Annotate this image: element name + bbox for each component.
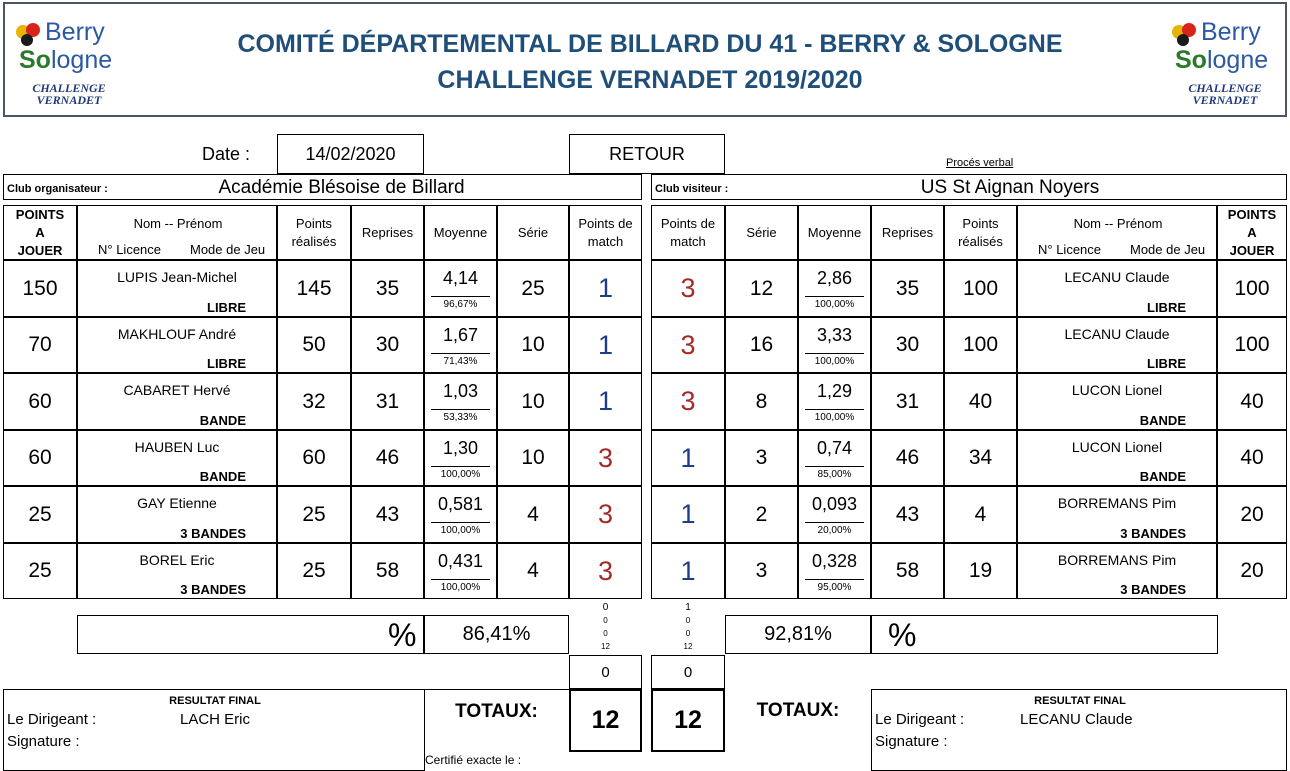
home-points-match: 1 (569, 373, 642, 430)
away-serie: 16 (725, 317, 798, 373)
away-points-realises: 4 (944, 486, 1017, 543)
moyenne-value: 2,86 (805, 261, 864, 297)
home-pct-value: 86,41% (424, 615, 569, 654)
away-player-cell (1017, 486, 1217, 543)
home-col-points-realises: Points réalisés (277, 205, 351, 260)
player-name: BORREMANS Pim (1057, 552, 1177, 568)
home-moyenne-cell (424, 430, 497, 486)
player-name: CABARET Hervé (123, 382, 231, 398)
home-points-match: 1 (569, 260, 642, 317)
moyenne-pct: 53,33% (443, 412, 478, 423)
away-moyenne-cell (798, 486, 871, 543)
moyenne-pct: 100,00% (814, 412, 855, 423)
home-dirigeant-name: LACH Eric (180, 711, 251, 728)
home-player-cell (77, 486, 277, 543)
moyenne-value: 4,14 (431, 261, 490, 297)
away-serie: 3 (725, 430, 798, 486)
away-points-a-jouer: 100 (1217, 317, 1287, 373)
home-col-points-match: Points de match (569, 205, 642, 260)
moyenne-value: 1,29 (805, 374, 864, 410)
round-field[interactable]: RETOUR (569, 134, 725, 174)
moyenne-value: 0,431 (431, 544, 490, 580)
away-player-cell (1017, 260, 1217, 317)
game-mode: LIBRE (1147, 300, 1186, 315)
away-col-points-a-jouer: POINTS A JOUER (1217, 205, 1287, 260)
home-points-realises: 60 (277, 430, 351, 486)
home-serie: 10 (497, 317, 569, 373)
home-moyenne-cell (424, 373, 497, 430)
player-name: LUCON Lionel (1071, 439, 1163, 455)
away-totaux-box (725, 689, 871, 771)
away-total: 12 (651, 689, 725, 752)
away-player-cell (1017, 430, 1217, 486)
away-moyenne-cell (798, 317, 871, 373)
player-name: BOREL Eric (139, 552, 215, 568)
home-player-cell (77, 373, 277, 430)
home-reprises: 46 (351, 430, 424, 486)
home-club-label: Club organisateur : (7, 183, 108, 195)
away-reprises: 58 (871, 543, 944, 599)
home-resultat-final: RESULTAT FINAL (169, 695, 261, 707)
home-signature-label: Signature : (7, 733, 80, 750)
home-reprises: 30 (351, 317, 424, 373)
home-points-match: 3 (569, 486, 642, 543)
home-serie: 10 (497, 430, 569, 486)
away-signature-label: Signature : (875, 733, 948, 750)
away-serie: 2 (725, 486, 798, 543)
player-name: LECANU Claude (1064, 326, 1170, 342)
home-points-match: 3 (569, 543, 642, 599)
home-points-a-jouer: 25 (3, 543, 77, 599)
home-reprises: 35 (351, 260, 424, 317)
game-mode: 3 BANDES (1120, 582, 1186, 597)
moyenne-pct: 100,00% (440, 582, 481, 593)
moyenne-value: 1,67 (431, 318, 490, 354)
away-player-cell (1017, 373, 1217, 430)
away-points-a-jouer: 100 (1217, 260, 1287, 317)
away-points-match: 1 (651, 543, 725, 599)
home-mini-values: 0 0 0 12 (601, 602, 610, 651)
away-points-realises: 34 (944, 430, 1017, 486)
logo-tag: CHALLENGE VERNADET (32, 81, 106, 107)
logo-sologne: Sologne (19, 46, 113, 74)
moyenne-value: 0,093 (805, 487, 864, 523)
away-points-match: 3 (651, 317, 725, 373)
away-club-label: Club visiteur : (655, 183, 729, 195)
away-club-name: US St Aignan Noyers (920, 177, 1100, 198)
home-serie: 10 (497, 373, 569, 430)
away-mini-values: 1 0 0 12 (683, 602, 693, 651)
home-totaux-box (424, 689, 569, 771)
home-points-a-jouer: 60 (3, 430, 77, 486)
game-mode: 3 BANDES (180, 526, 246, 541)
away-points-a-jouer: 20 (1217, 486, 1287, 543)
away-col-points-realises: Points réalisés (944, 205, 1017, 260)
moyenne-pct: 96,67% (443, 299, 478, 310)
home-points-match: 3 (569, 430, 642, 486)
home-zero: 0 (569, 655, 642, 689)
player-name: GAY Etienne (137, 495, 217, 511)
home-points-a-jouer: 70 (3, 317, 77, 373)
home-serie: 4 (497, 486, 569, 543)
away-points-realises: 40 (944, 373, 1017, 430)
away-zero: 0 (651, 655, 725, 689)
away-moyenne-cell (798, 260, 871, 317)
away-points-match: 1 (651, 486, 725, 543)
away-points-a-jouer: 20 (1217, 543, 1287, 599)
away-player-cell (1017, 317, 1217, 373)
home-moyenne-cell (424, 543, 497, 599)
moyenne-value: 0,74 (805, 431, 864, 467)
home-points-match: 1 (569, 317, 642, 373)
home-points-a-jouer: 60 (3, 373, 77, 430)
game-mode: BANDE (199, 469, 246, 484)
away-moyenne-cell (798, 543, 871, 599)
away-col-nom: Nom -- Prénom N° Licence Mode de Jeu (1017, 205, 1217, 260)
game-mode: 3 BANDES (180, 582, 246, 597)
moyenne-pct: 100,00% (814, 356, 855, 367)
away-col-points-match: Points de match (651, 205, 725, 260)
moyenne-pct: 100,00% (440, 525, 481, 536)
moyenne-pct: 100,00% (814, 299, 855, 310)
moyenne-pct: 95,00% (817, 582, 852, 593)
logo-berry: Berry (1201, 18, 1261, 46)
game-mode: BANDE (1139, 469, 1186, 484)
certifie-label: Certifié exacte le : (425, 753, 522, 767)
game-mode: LIBRE (207, 300, 246, 315)
moyenne-pct: 100,00% (440, 469, 481, 480)
away-totaux-label: TOTAUX: (756, 700, 840, 721)
away-pct-box (871, 615, 1218, 654)
moyenne-value: 1,03 (431, 374, 490, 410)
player-name: MAKHLOUF André (117, 326, 237, 342)
game-mode: BANDE (199, 413, 246, 428)
logo-right (1165, 14, 1285, 114)
home-points-a-jouer: 25 (3, 486, 77, 543)
proces-verbal-link[interactable]: Procés verbal (946, 157, 1014, 169)
home-moyenne-cell (424, 260, 497, 317)
home-player-cell (77, 260, 277, 317)
moyenne-pct: 71,43% (443, 356, 478, 367)
away-points-realises: 100 (944, 260, 1017, 317)
away-points-a-jouer: 40 (1217, 373, 1287, 430)
away-col-reprises: Reprises (871, 205, 944, 260)
logo-sologne: Sologne (1175, 46, 1269, 74)
game-mode: 3 BANDES (1120, 526, 1186, 541)
home-points-realises: 145 (277, 260, 351, 317)
away-points-match: 1 (651, 430, 725, 486)
away-col-moyenne: Moyenne (798, 205, 871, 260)
away-moyenne-cell (798, 430, 871, 486)
away-points-a-jouer: 40 (1217, 430, 1287, 486)
away-serie: 12 (725, 260, 798, 317)
moyenne-value: 1,30 (431, 431, 490, 467)
away-pct-value: 92,81% (725, 615, 871, 654)
away-club-row (651, 174, 1287, 200)
logo-left (9, 14, 129, 114)
home-points-realises: 25 (277, 543, 351, 599)
away-resultat-final: RESULTAT FINAL (1034, 695, 1126, 707)
home-points-realises: 25 (277, 486, 351, 543)
away-player-cell (1017, 543, 1217, 599)
home-points-realises: 32 (277, 373, 351, 430)
player-name: BORREMANS Pim (1057, 495, 1177, 511)
home-club-row (3, 174, 642, 200)
game-mode: LIBRE (207, 356, 246, 371)
header-banner (3, 2, 1287, 117)
home-reprises: 58 (351, 543, 424, 599)
home-col-nom: Nom -- Prénom N° Licence Mode de Jeu (77, 205, 277, 260)
home-reprises: 43 (351, 486, 424, 543)
away-pct-symbol: % (888, 617, 917, 653)
moyenne-pct: 20,00% (817, 525, 852, 536)
home-pct-symbol: % (388, 617, 417, 653)
away-reprises: 31 (871, 373, 944, 430)
away-points-realises: 100 (944, 317, 1017, 373)
away-reprises: 46 (871, 430, 944, 486)
home-total: 12 (569, 689, 642, 752)
away-serie: 8 (725, 373, 798, 430)
home-pct-box (77, 615, 424, 654)
logo-berry: Berry (45, 18, 105, 46)
away-reprises: 43 (871, 486, 944, 543)
home-final-box (3, 689, 425, 771)
home-dirigeant-label: Le Dirigeant : (7, 711, 97, 728)
home-player-cell (77, 430, 277, 486)
away-col-serie: Série (725, 205, 798, 260)
home-player-cell (77, 543, 277, 599)
away-reprises: 35 (871, 260, 944, 317)
home-reprises: 31 (351, 373, 424, 430)
game-mode: LIBRE (1147, 356, 1186, 371)
page-subtitle: CHALLENGE VERNADET 2019/2020 (437, 66, 863, 94)
date-label: Date : (202, 144, 251, 164)
moyenne-pct: 85,00% (817, 469, 852, 480)
away-final-box (871, 689, 1287, 771)
home-points-a-jouer: 150 (3, 260, 77, 317)
home-club-name: Académie Blésoise de Billard (218, 177, 465, 198)
player-name: LUPIS Jean-Michel (117, 269, 237, 285)
home-serie: 25 (497, 260, 569, 317)
player-name: LECANU Claude (1064, 269, 1170, 285)
away-points-match: 3 (651, 260, 725, 317)
moyenne-value: 3,33 (805, 318, 864, 354)
away-dirigeant-label: Le Dirigeant : (875, 711, 965, 728)
date-field[interactable]: 14/02/2020 (277, 134, 424, 174)
player-name: HAUBEN Luc (134, 439, 220, 455)
moyenne-value: 0,581 (431, 487, 490, 523)
home-col-moyenne: Moyenne (424, 205, 497, 260)
away-points-match: 3 (651, 373, 725, 430)
away-serie: 3 (725, 543, 798, 599)
away-points-realises: 19 (944, 543, 1017, 599)
home-col-reprises: Reprises (351, 205, 424, 260)
home-points-realises: 50 (277, 317, 351, 373)
home-moyenne-cell (424, 317, 497, 373)
moyenne-value: 0,328 (805, 544, 864, 580)
home-col-serie: Série (497, 205, 569, 260)
home-player-cell (77, 317, 277, 373)
page-title: COMITÉ DÉPARTEMENTAL DE BILLARD DU 41 - BERRY & SOLOGNE (237, 30, 1063, 58)
home-col-points-a-jouer: POINTS A JOUER (3, 205, 77, 260)
home-totaux-label: TOTAUX: (455, 701, 538, 722)
game-mode: BANDE (1139, 413, 1186, 428)
home-moyenne-cell (424, 486, 497, 543)
home-serie: 4 (497, 543, 569, 599)
away-dirigeant-name: LECANU Claude (1020, 711, 1133, 728)
away-reprises: 30 (871, 317, 944, 373)
away-moyenne-cell (798, 373, 871, 430)
player-name: LUCON Lionel (1071, 382, 1163, 398)
logo-tag: CHALLENGE VERNADET (1188, 81, 1262, 107)
